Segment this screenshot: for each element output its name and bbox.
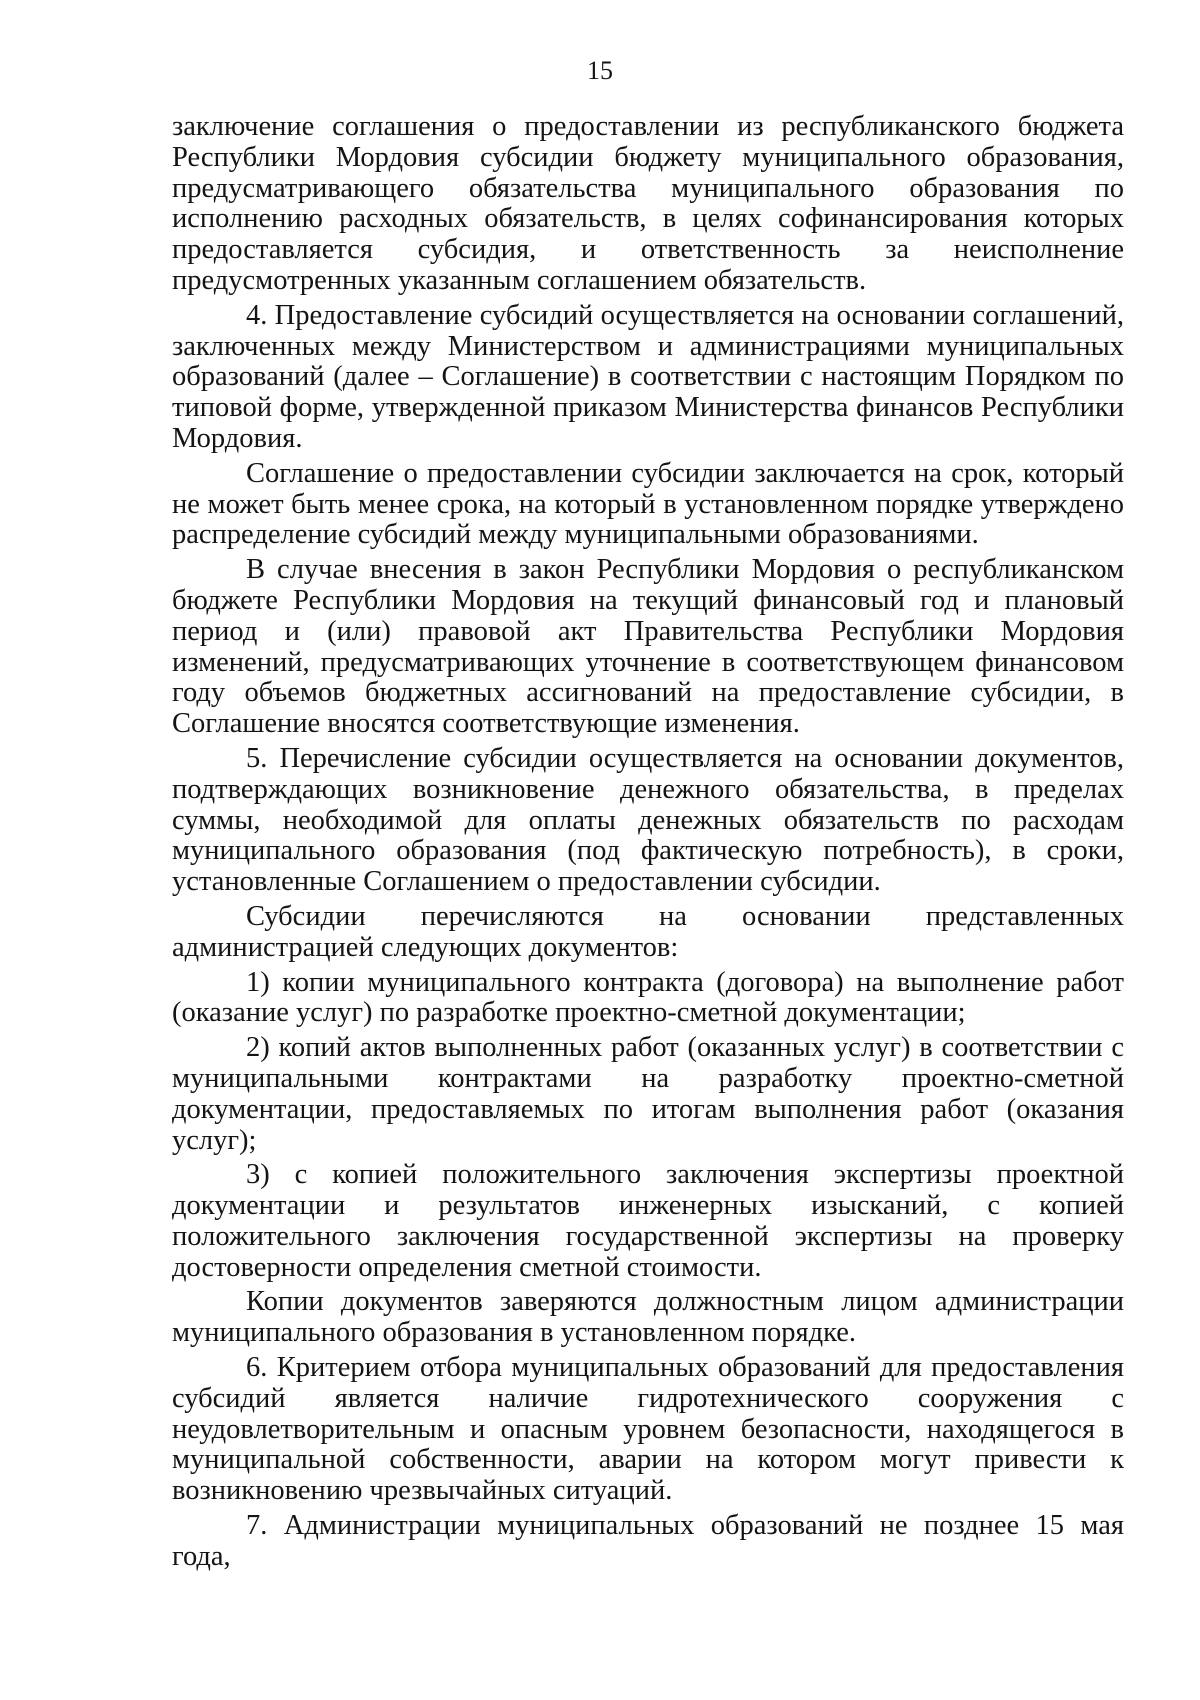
paragraph-documents-intro: Субсидии перечисляются на основании представленных администрацией следующих документов: bbox=[172, 900, 1124, 963]
document-body bbox=[172, 112, 1124, 1577]
paragraph-clause-6: 6. Критерием отбора муниципальных образований для предоставления субсидий является наличие гидротехнического сооружения с неудовлетворительным и опасным уровнем безопасности, находящегося в муниципальной собственности, аварии на котором могут привести к возникновению чрезвычайных ситуаций. bbox=[172, 1352, 1124, 1507]
paragraph-clause-4: 4. Предоставление субсидий осуществляется на основании соглашений, заключенных между Министерством и администрациями муниципальных образований (далее – Соглашение) в соответствии с настоящим Порядком по типовой форме, утвержденной приказом Министерства финансов Республики Мордовия. bbox=[172, 299, 1124, 454]
page-number: 15 bbox=[587, 56, 613, 85]
paragraph-clause-5: 5. Перечисление субсидии осуществляется на основании документов, подтверждающих возникновение денежного обязательства, в пределах суммы, необходимой для оплаты денежных обязательств по расходам муниципального образования (под фактическую потребность), в сроки, установленные Соглашением о предоставлении субсидии. bbox=[172, 742, 1124, 898]
paragraph-clause-7: 7. Администрации муниципальных образований не позднее 15 мая года, bbox=[172, 1510, 1124, 1572]
list-item-2: 2) копий актов выполненных работ (оказанных услуг) в соответствии с муниципальными контрактами на разработку проектно-сметной документации, предоставляемых по итогам выполнения работ (оказания услуг); bbox=[172, 1032, 1124, 1156]
paragraph-copies-certification: Копии документов заверяются должностным лицом администрации муниципального образования в установленном порядке. bbox=[172, 1286, 1124, 1349]
list-item-1: 1) копии муниципального контракта (договора) на выполнение работ (оказание услуг) по разработке проектно-сметной документации; bbox=[172, 966, 1124, 1029]
paragraph-amendments: В случае внесения в закон Республики Мордовия о республиканском бюджете Республики Мордовия на текущий финансовый год и плановый период и (или) правовой акт Правительства Республики Мордовия изменений, предусматривающих уточнение в соответствующем финансовом году объемов бюджетных ассигнований на предоставление субсидии, в Соглашение вносятся соответствующие изменения. bbox=[172, 554, 1124, 740]
list-item-3: 3) с копией положительного заключения экспертизы проектной документации и результатов инженерных изысканий, с копией положительного заключения государственной экспертизы на проверку достоверности определения сметной стоимости. bbox=[172, 1159, 1124, 1283]
paragraph-agreement-conclusion: заключение соглашения о предоставлении из республиканского бюджета Республики Мордовия субсидии бюджету муниципального образования, предусматривающего обязательства муниципального образования по исполнению расходных обязательств, в целях софинансирования которых предоставляется субсидия, и ответственность за неисполнение предусмотренных указанным соглашением обязательств. bbox=[172, 111, 1124, 296]
paragraph-agreement-term: Соглашение о предоставлении субсидии заключается на срок, который не может быть менее срока, на который в установленном порядке утверждено распределение субсидий между муниципальными образованиями. bbox=[172, 457, 1124, 551]
